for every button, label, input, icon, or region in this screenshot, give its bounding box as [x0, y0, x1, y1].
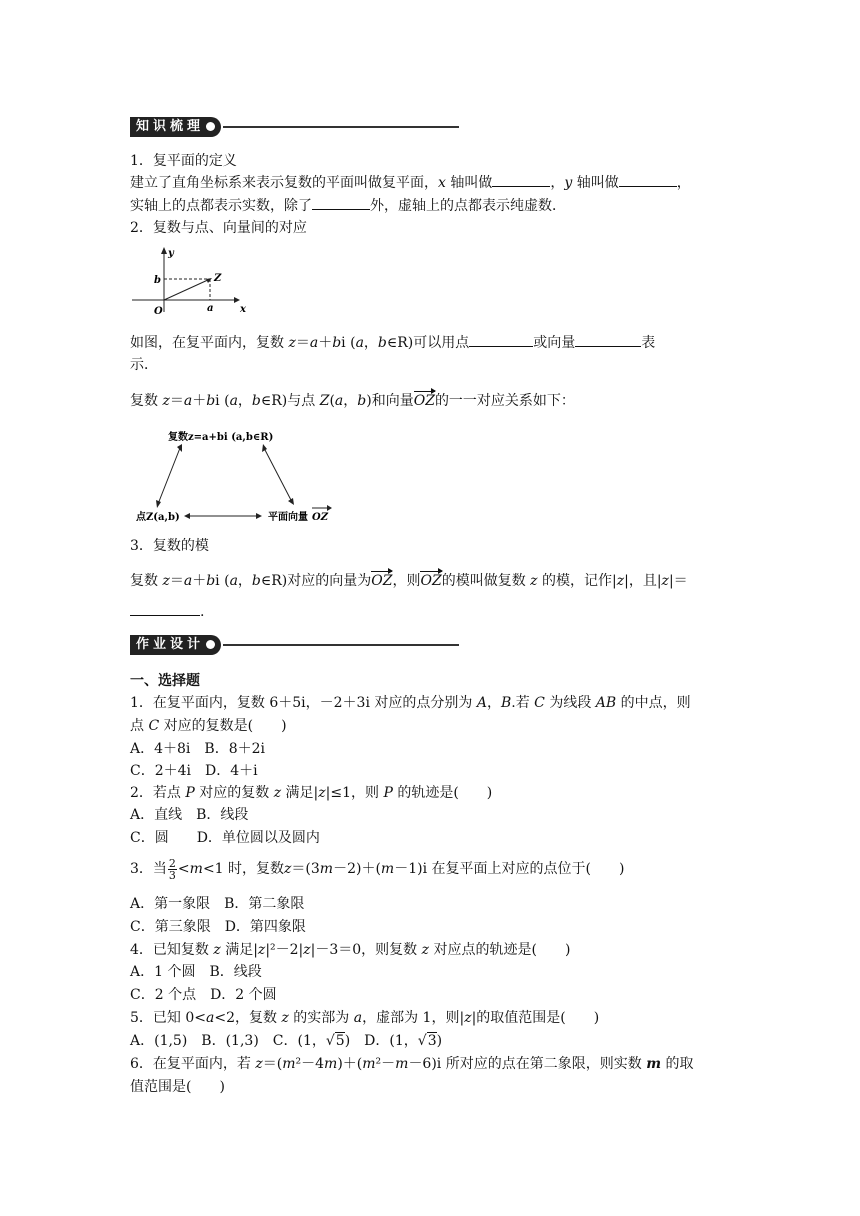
paragraph-modulus-2: .	[130, 601, 204, 623]
question-1: 1．在复平面内，复数 6＋5i，－2＋3i 对应的点分别为 A，B.若 C 为线段 AB 的中点，则	[130, 695, 691, 711]
paragraph-figure-desc: 如图，在复平面内，复数 z＝a＋bi (a，b∈R)可以用点 或向量 表	[130, 332, 655, 354]
fraction-two-thirds: $\frac{2}{3}$	[168, 856, 176, 882]
fig2-left-text: 点Z(a,b)	[136, 512, 180, 523]
question-5-options[interactable]: A．(1,5) B．(1,3) C．(1，√5) D．(1，√3)	[130, 1033, 443, 1049]
fig1-o-label: O	[154, 306, 163, 316]
heading-multiple-choice: 一、选择题	[130, 673, 200, 689]
blank-point[interactable]	[469, 332, 533, 347]
question-2-options-ab[interactable]: A．直线 B．线段	[130, 807, 249, 823]
section-banner-homework	[130, 635, 459, 655]
question-2-options-cd[interactable]: C．圆 D．单位圆以及圆内	[130, 830, 320, 846]
blank-imag-axis[interactable]	[619, 172, 677, 187]
fig1-a-label: a	[207, 303, 214, 314]
vector-oz-2: OZ	[420, 570, 441, 592]
question-4: 4．已知复数 z 满足|z|²－2|z|－3＝0，则复数 z 对应点的轨迹是( )	[130, 942, 571, 958]
blank-vector[interactable]	[575, 332, 641, 347]
heading-correspondence: 2．复数与点、向量间的对应	[130, 220, 307, 236]
question-6: 6．在复平面内，若 z＝(m²－4m)＋(m²－m－6)i 所对应的点在第二象限，则实数 m 的取	[130, 1056, 694, 1072]
question-3-options-ab[interactable]: A．第一象限 B．第二象限	[130, 896, 305, 912]
fig2-right-text: 平面向量	[268, 512, 308, 523]
question-5: 5．已知 0<a<2，复数 z 的实部为 a，虚部为 1，则|z|的取值范围是( )	[130, 1010, 600, 1026]
banner-title: 作业设计	[136, 637, 205, 652]
figure-complex-point	[128, 244, 248, 316]
figure-correspondence-triangle	[132, 424, 342, 526]
paragraph-modulus: 复数 z＝a＋bi (a，b∈R)对应的向量为OZ，则OZ的模叫做复数 z 的模，记作|z|，且|z|＝	[130, 570, 688, 592]
fig1-b-label: b	[154, 275, 161, 286]
banner-dot-icon	[206, 640, 215, 649]
paragraph-correspondence: 复数 z＝a＋bi (a，b∈R)与点 Z(a，b)和向量OZ的一一对应关系如下：	[130, 390, 575, 412]
sqrt-icon: √	[325, 1033, 335, 1049]
question-6-cont: 值范围是( )	[130, 1079, 225, 1095]
question-4-options-ab[interactable]: A．1 个圆 B．线段	[130, 964, 262, 980]
vector-oz: OZ	[414, 390, 435, 412]
fig1-y-label: y	[168, 248, 174, 259]
paragraph-definition-1: 建立了直角坐标系来表示复数的平面叫做复平面，x 轴叫做 ，y 轴叫做 ，	[130, 172, 691, 194]
blank-origin[interactable]	[312, 195, 370, 210]
question-4-options-cd[interactable]: C．2 个点 D．2 个圆	[130, 987, 277, 1003]
section-banner-knowledge	[130, 117, 459, 137]
banner-rule	[223, 644, 459, 646]
sqrt-icon: √	[417, 1033, 427, 1049]
banner-dot-icon	[206, 122, 215, 131]
banner-title: 知识梳理	[136, 119, 205, 134]
banner-rule	[223, 126, 459, 128]
fig1-x-label: x	[240, 304, 246, 315]
fig2-top-text: 复数z=a+bi (a,b∈R)	[168, 432, 274, 443]
fig1-z-label: Z	[214, 273, 222, 284]
heading-modulus: 3．复数的模	[130, 538, 209, 554]
question-2: 2．若点 P 对应的复数 z 满足|z|≤1，则 P 的轨迹是( )	[130, 785, 493, 801]
fig2-right-vec: OZ	[312, 512, 329, 523]
question-3: 3．当 $\frac{2}{3}$ < m <1 时，复数 z ＝(3 m －2)＋( m －1)i 在复平面上对应的点位于( )	[130, 856, 625, 882]
question-3-options-cd[interactable]: C．第三象限 D．第四象限	[130, 919, 306, 935]
question-1-cont: 点 C 对应的复数是( )	[130, 718, 287, 734]
blank-modulus[interactable]	[130, 601, 200, 616]
paragraph-figure-desc-2: 示．	[130, 357, 158, 373]
blank-real-axis[interactable]	[492, 172, 550, 187]
vector-oz-1: OZ	[371, 570, 392, 592]
question-1-options-ab[interactable]: A．4＋8i B．8＋2i	[130, 741, 265, 757]
question-1-options-cd[interactable]: C．2＋4i D．4＋i	[130, 763, 258, 779]
paragraph-definition-2: 实轴上的点都表示实数，除了 外，虚轴上的点都表示纯虚数．	[130, 195, 566, 217]
heading-complex-plane: 1．复平面的定义	[130, 153, 237, 169]
